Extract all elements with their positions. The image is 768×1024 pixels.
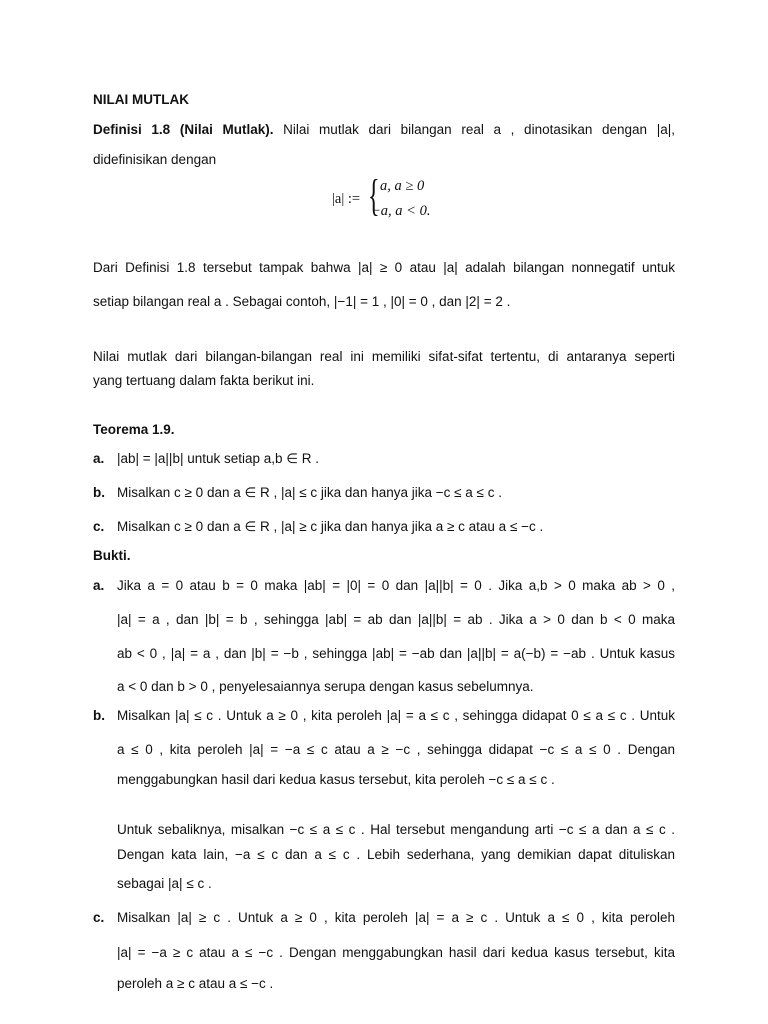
para1-line-1: Dari Definisi 1.8 tersebut tampak bahwa |a| ≥ 0 atau |a| adalah bilangan nonnegatif untuk [93,260,675,275]
proof-a-line-1: Jika a = 0 atau b = 0 maka |ab| = |0| = 0 dan |a||b| = 0 . Jika a,b > 0 maka ab > 0 , [117,578,675,593]
proof-c-label: c. [93,910,105,925]
proof-a-line-4: a < 0 dan b > 0 , penyelesaiannya serupa dengan kasus sebelumnya. [117,679,534,694]
theorem-item-c: Misalkan c ≥ 0 dan a ∈ R , |a| ≥ c jika dan hanya jika a ≥ c atau a ≤ −c . [117,519,544,534]
proof-c-line-3: peroleh a ≥ c atau a ≤ −c . [117,976,274,991]
definition-line-2: didefinisikan dengan [93,152,217,167]
theorem-item-a-label: a. [93,451,105,466]
definition-line-1 [93,122,675,137]
theorem-item-b-label: b. [93,485,105,500]
para1-line-2: setiap bilangan real a . Sebagai contoh, |−1| = 1 , |0| = 0 , dan |2| = 2 . [93,294,511,309]
proof-b-line-2: a ≤ 0 , kita peroleh |a| = −a ≤ c atau a ≥ −c , sehingga didapat −c ≤ a ≤ 0 . Dengan [117,742,675,757]
proof-c-line-2: |a| = −a ≥ c atau a ≤ −c . Dengan menggabungkan hasil dari kedua kasus tersebut, kita [117,945,675,960]
formula-brace: { [368,171,380,220]
definition-label: Definisi 1.8 (Nilai Mutlak). [93,122,274,137]
formula-lhs: |a| := [332,191,361,207]
definition-text-1: Nilai mutlak dari bilangan real a , dinotasikan dengan |a|, [283,122,675,137]
section-title: NILAI MUTLAK [93,92,189,107]
formula-case-1: a, a ≥ 0 [380,178,425,194]
proof-b-converse-line-2: Dengan kata lain, −a ≤ c dan a ≤ c . Lebih sederhana, yang demikian dapat dituliskan [117,847,675,862]
theorem-item-b: Misalkan c ≥ 0 dan a ∈ R , |a| ≤ c jika dan hanya jika −c ≤ a ≤ c . [117,485,502,500]
proof-a-line-2: |a| = a , dan |b| = b , sehingga |ab| = ab dan |a||b| = ab . Jika a > 0 dan b < 0 maka [117,612,675,627]
para2-line-2: yang tertuang dalam fakta berikut ini. [93,373,315,388]
theorem-item-c-label: c. [93,519,105,534]
proof-b-converse-line-1: Untuk sebaliknya, misalkan −c ≤ a ≤ c . Hal tersebut mengandung arti −c ≤ a dan a ≤ c . [117,822,675,837]
proof-b-converse-line-3: sebagai |a| ≤ c . [117,876,212,891]
proof-title: Bukti. [93,548,131,563]
theorem-item-a: |ab| = |a||b| untuk setiap a,b ∈ R . [117,451,320,466]
proof-a-line-3: ab < 0 , |a| = a , dan |b| = −b , sehingga |ab| = −ab dan |a||b| = a(−b) = −ab . Untuk kasus [117,646,675,661]
theorem-title: Teorema 1.9. [93,422,175,437]
proof-c-line-1: Misalkan |a| ≥ c . Untuk a ≥ 0 , kita peroleh |a| = a ≥ c . Untuk a ≤ 0 , kita peroleh [117,910,675,925]
formula-case-2: −a, a < 0. [371,203,431,219]
proof-a-label: a. [93,578,105,593]
proof-b-label: b. [93,708,105,723]
proof-b-line-3: menggabungkan hasil dari kedua kasus tersebut, kita peroleh −c ≤ a ≤ c . [117,772,555,787]
para2-line-1: Nilai mutlak dari bilangan-bilangan real ini memiliki sifat-sifat tertentu, di antaranya seperti [93,349,675,364]
proof-b-line-1: Misalkan |a| ≤ c . Untuk a ≥ 0 , kita peroleh |a| = a ≤ c , sehingga didapat 0 ≤ a ≤ c . Untuk [117,708,675,723]
